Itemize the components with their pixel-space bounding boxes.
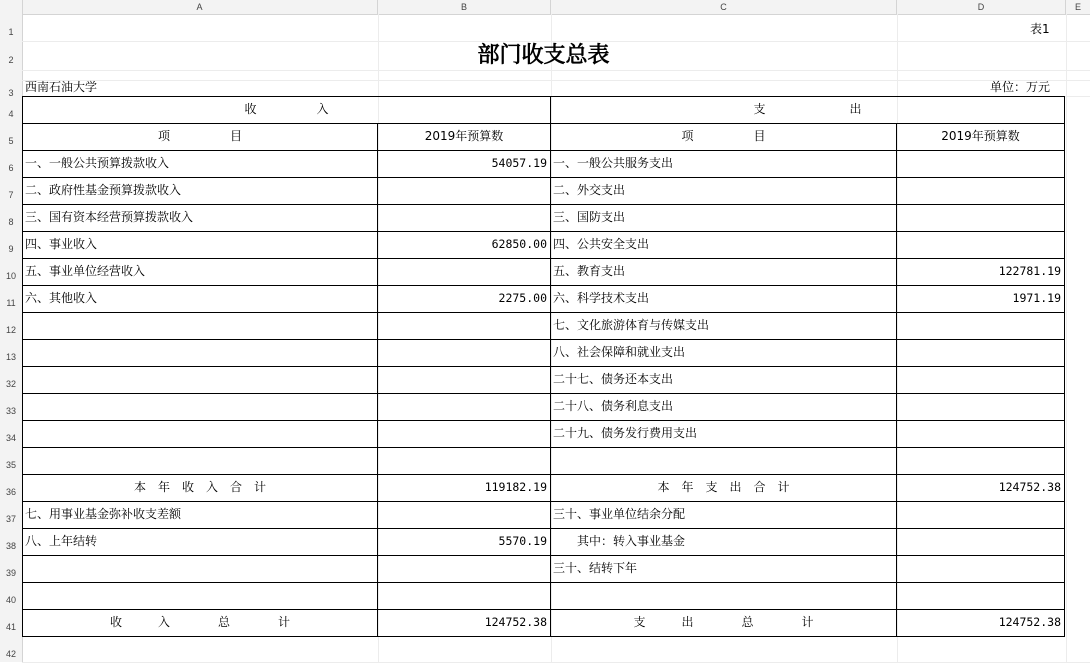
row-header-3[interactable]: 3 — [8, 88, 14, 98]
income-budget-value: 62850.00 — [491, 237, 547, 251]
income-item-label: 八、上年结转 — [25, 534, 98, 548]
expense-item-label: 二十八、债务利息支出 — [553, 399, 674, 413]
income-item-label: 一、一般公共预算拨款收入 — [25, 156, 170, 170]
column-header-d[interactable]: D — [897, 0, 1066, 14]
row-header-7[interactable]: 7 — [8, 190, 14, 200]
expense-item-label: 本 年 支 出 合 计 — [657, 480, 790, 494]
row-header-19[interactable]: 37 — [5, 514, 16, 524]
table-border — [22, 636, 1065, 637]
row-header-2[interactable]: 2 — [8, 55, 14, 65]
income-item-label: 本 年 收 入 合 计 — [133, 480, 266, 494]
row-header-17[interactable]: 35 — [5, 460, 16, 470]
row-header-16[interactable]: 34 — [5, 433, 16, 443]
row-header-11[interactable]: 11 — [6, 298, 16, 308]
unit-label: 单位：万元 — [990, 80, 1051, 94]
expense-item-label: 四、公共安全支出 — [553, 237, 650, 251]
table-border — [22, 366, 1065, 367]
expense-budget-value: 1971.19 — [1012, 291, 1061, 305]
organization-name: 西南石油大学 — [25, 80, 98, 94]
row-header-4[interactable]: 4 — [8, 109, 14, 119]
table-border — [896, 123, 897, 637]
column-header-b[interactable]: B — [378, 0, 551, 14]
income-budget-header: 2019年预算数 — [424, 129, 504, 143]
expense-header: 支 出 — [753, 102, 862, 116]
income-budget-value: 2275.00 — [498, 291, 547, 305]
income-item-label: 五、事业单位经营收入 — [25, 264, 146, 278]
expense-item-label: 五、教育支出 — [553, 264, 626, 278]
expense-budget-header: 2019年预算数 — [941, 129, 1020, 143]
income-item-header: 项 目 — [157, 129, 242, 143]
expense-item-label: 六、科学技术支出 — [553, 291, 650, 305]
table-border — [377, 123, 378, 637]
row-header-21[interactable]: 39 — [5, 568, 16, 578]
table-border — [22, 393, 1065, 394]
gridline — [1066, 14, 1067, 662]
row-header-23[interactable]: 41 — [5, 622, 16, 632]
row-header-18[interactable]: 36 — [5, 487, 16, 497]
sheet-title: 部门收支总表 — [477, 43, 610, 68]
row-header-9[interactable]: 9 — [8, 244, 14, 254]
expense-item-label: 三十、事业单位结余分配 — [553, 507, 686, 521]
income-item-label: 二、政府性基金预算拨款收入 — [25, 183, 182, 197]
row-header-22[interactable]: 40 — [5, 595, 16, 605]
expense-item-label: 二十七、债务还本支出 — [553, 372, 674, 386]
row-header-10[interactable]: 10 — [5, 271, 16, 281]
expense-budget-value: 124752.38 — [998, 480, 1061, 494]
income-item-label: 六、其他收入 — [25, 291, 98, 305]
expense-item-label: 其中：转入事业基金 — [553, 534, 686, 548]
table-border — [22, 420, 1065, 421]
gridline — [22, 80, 1090, 81]
row-header-13[interactable]: 13 — [5, 352, 16, 362]
table-border — [1064, 96, 1065, 637]
expense-item-label: 八、社会保障和就业支出 — [553, 345, 686, 359]
income-budget-value: 54057.19 — [491, 156, 547, 170]
income-budget-value: 5570.19 — [498, 534, 547, 548]
table-border — [22, 96, 23, 637]
table-border — [22, 312, 1065, 313]
expense-item-label: 三十、结转下年 — [553, 561, 638, 575]
table-border — [22, 582, 1065, 583]
row-header-6[interactable]: 6 — [8, 163, 14, 173]
column-header-e[interactable]: E — [1074, 2, 1081, 12]
gridline — [22, 662, 1090, 663]
table-number: 表1 — [1030, 22, 1050, 36]
table-border — [22, 555, 1065, 556]
row-header-24[interactable]: 42 — [5, 649, 16, 659]
column-header-c[interactable]: C — [551, 0, 897, 14]
table-border — [22, 447, 1065, 448]
row-header-12[interactable]: 12 — [5, 325, 16, 335]
table-border — [550, 96, 551, 637]
income-header: 收 入 — [244, 102, 329, 116]
expense-item-label: 三、国防支出 — [553, 210, 626, 224]
select-all-corner[interactable] — [0, 0, 23, 14]
income-item-label: 三、国有资本经营预算拨款收入 — [25, 210, 194, 224]
row-header-8[interactable]: 8 — [8, 217, 14, 227]
expense-item-header: 项 目 — [681, 129, 766, 143]
expense-item-label: 七、文化旅游体育与传媒支出 — [553, 318, 710, 332]
expense-budget-value: 124752.38 — [998, 615, 1061, 629]
expense-item-label: 支 出 总 计 — [633, 615, 814, 629]
income-item-label: 收 入 总 计 — [109, 615, 290, 629]
expense-item-label: 二、外交支出 — [553, 183, 626, 197]
row-header-5[interactable]: 5 — [8, 136, 14, 146]
row-header-15[interactable]: 33 — [5, 406, 16, 416]
column-header-a[interactable]: A — [22, 0, 378, 14]
income-budget-value: 119182.19 — [484, 480, 547, 494]
table-border — [22, 339, 1065, 340]
column-header-bar — [0, 0, 1090, 15]
income-item-label: 四、事业收入 — [25, 237, 98, 251]
expense-budget-value: 122781.19 — [998, 264, 1061, 278]
row-header-1[interactable]: 1 — [8, 27, 14, 37]
income-item-label: 七、用事业基金弥补收支差额 — [25, 507, 182, 521]
row-header-14[interactable]: 32 — [5, 379, 16, 389]
expense-item-label: 二十九、债务发行费用支出 — [553, 426, 698, 440]
row-header-20[interactable]: 38 — [5, 541, 16, 551]
income-budget-value: 124752.38 — [484, 615, 547, 629]
expense-item-label: 一、一般公共服务支出 — [553, 156, 674, 170]
